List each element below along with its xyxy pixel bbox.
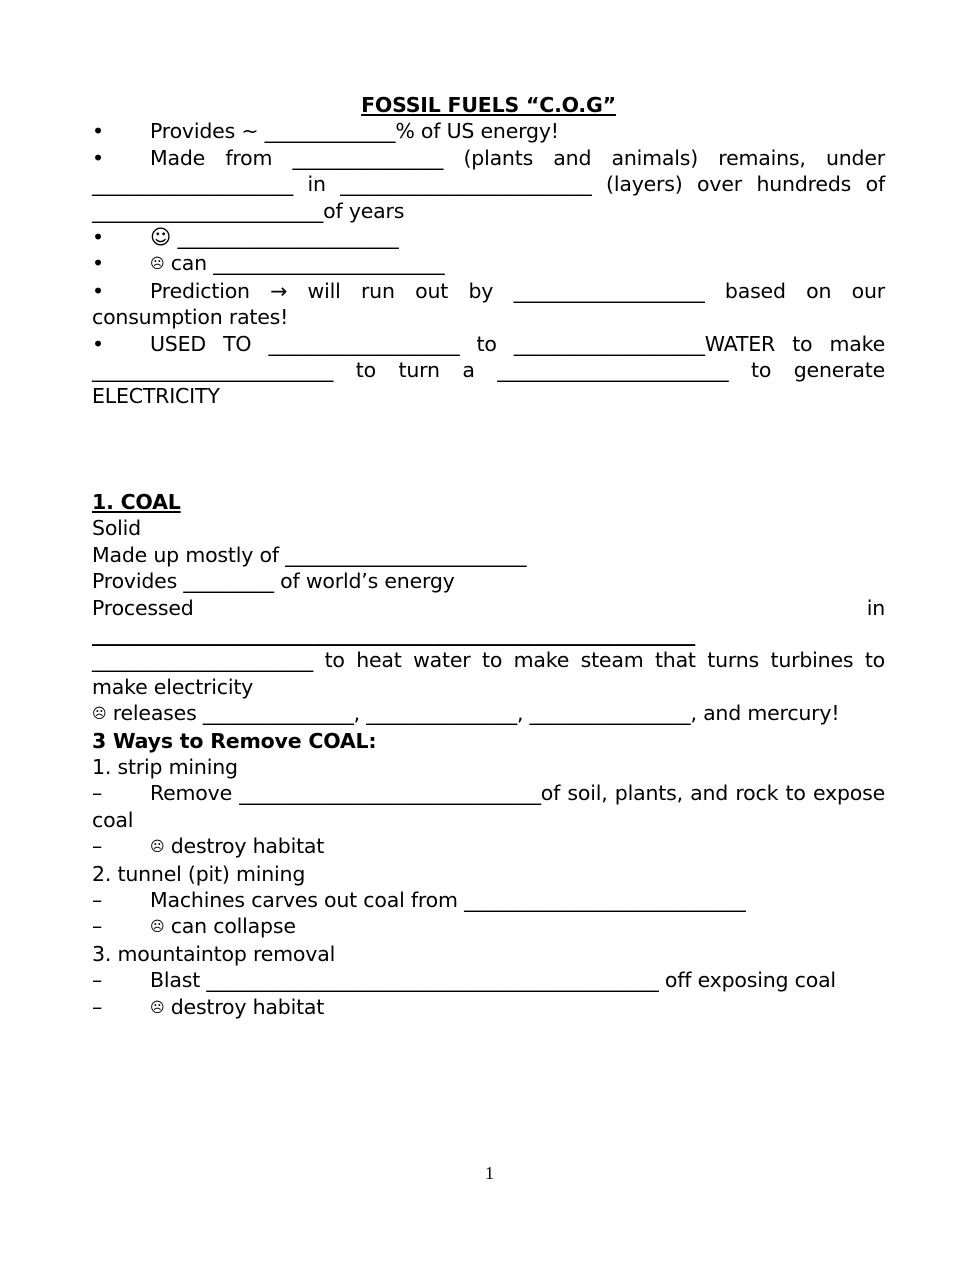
method-point-text: Remove ______________________________of soil, plants, and rock to expose coal (92, 781, 885, 832)
method-point-text: Machines carves out coal from ____________________________ (150, 887, 746, 912)
coal-processed-line (92, 595, 885, 621)
bullet-marker: • (92, 225, 104, 250)
coal-thick-blank: ____________________________________________________________ (92, 621, 696, 646)
method-point (92, 887, 885, 913)
frown-icon: ☹ (150, 256, 165, 273)
coal-state: Solid (92, 516, 141, 541)
bullet-text: can _______________________ (164, 251, 445, 276)
bullet-used-to (92, 331, 885, 410)
bullet-text: Provides ~ _____________% of US energy! (150, 119, 559, 144)
method-point (92, 780, 885, 833)
frown-icon: ☹ (92, 706, 107, 723)
dash-marker: – (92, 914, 103, 939)
method-point (92, 994, 885, 1021)
method-point (92, 967, 885, 993)
frown-icon: ☹ (150, 919, 165, 936)
bullet-us-energy (92, 118, 885, 144)
coal-heat-line: ______________________ to heat water to make steam that turns turbines to make electricity (92, 648, 885, 699)
bullet-pro (92, 224, 885, 250)
method-name: 2. tunnel (pit) mining (92, 861, 306, 886)
section-heading-coal: 1. COAL (92, 489, 181, 514)
bullet-prediction (92, 278, 885, 331)
dash-marker: – (92, 834, 103, 859)
coal-processed-label: Processed (92, 595, 194, 620)
bullet-con (92, 250, 885, 277)
bullet-marker: • (92, 251, 104, 276)
bullet-marker: • (92, 278, 104, 303)
method-point (92, 913, 885, 940)
method-name: 1. strip mining (92, 754, 238, 779)
coal-provides: Provides _________ of world’s energy (92, 569, 455, 594)
method-point-text: can collapse (164, 914, 296, 939)
dash-marker: – (92, 781, 103, 806)
frown-icon: ☹ (150, 999, 165, 1016)
smiley-icon: ☺ (150, 225, 172, 250)
bullet-text: Made from _______________ (plants and animals) remains, under ____________________ in _________________________ (layers) over hundreds of _______________________of years (92, 145, 885, 223)
frown-icon: ☹ (150, 839, 165, 856)
dash-marker: – (92, 968, 103, 993)
method-point-text: destroy habitat (164, 834, 325, 859)
page-title: FOSSIL FUELS “C.O.G” (361, 93, 616, 117)
bullet-marker: • (92, 331, 104, 356)
bullet-text: Prediction → will run out by ___________________ based on our consumption rates! (92, 278, 885, 330)
method-point-text: destroy habitat (164, 994, 325, 1019)
bullet-text: USED TO ___________________ to ___________________WATER to make ________________________ to turn a _______________________ to generate ELECTRICITY (92, 331, 885, 409)
dash-marker: – (92, 994, 103, 1019)
coal-made-of: Made up mostly of ________________________ (92, 542, 527, 567)
coal-processed-in: in (866, 595, 885, 620)
dash-marker: – (92, 887, 103, 912)
coal-releases-text: releases _______________, _______________, ________________, and mercury! (106, 701, 840, 726)
ways-heading: 3 Ways to Remove COAL: (92, 728, 377, 753)
bullet-marker: • (92, 119, 104, 144)
page-number: 1 (485, 1163, 494, 1183)
worksheet-content (92, 92, 885, 1021)
coal-releases-line (92, 700, 885, 727)
method-point-text: Blast _____________________________________________ off exposing coal (150, 968, 836, 993)
method-point (92, 833, 885, 860)
bullet-made-from (92, 145, 885, 224)
bullet-text: ______________________ (171, 225, 399, 250)
bullet-marker: • (92, 145, 104, 170)
method-name: 3. mountaintop removal (92, 941, 336, 966)
